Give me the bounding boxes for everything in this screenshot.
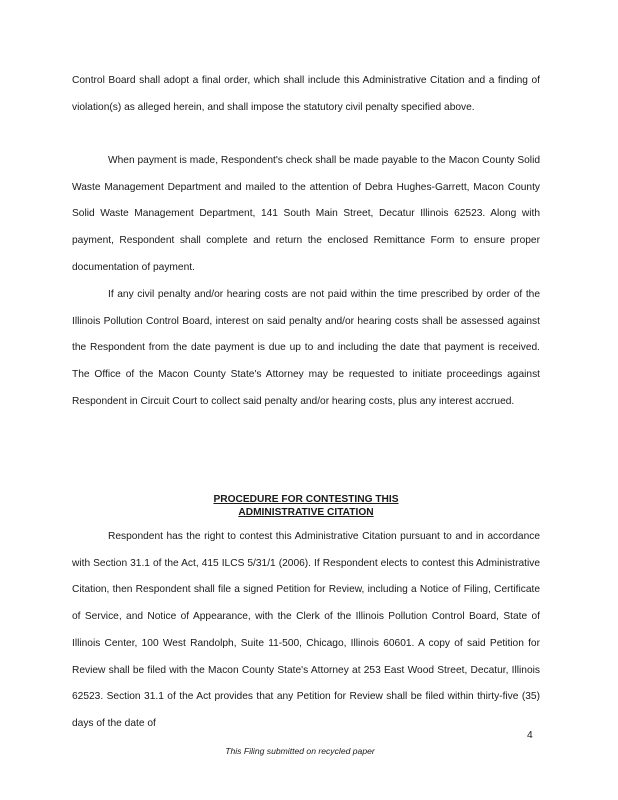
paragraph-right-to-contest: Respondent has the right to contest this Administrative Citation pursuant to and in accordance with Section 31.1 of the Act, 415 ILCS 5/31/1 (2006). If Respondent elects to contest this Administrative Citation, then Respondent shall file a signed Petition for Review, including a Notice of Filing, Certificate of Service, and Notice of Appearance, with the Clerk of the Illinois Pollution Control Board, State of Illinois Center, 100 West Randolph, Suite 11-500, Chicago, Illinois 60601. A copy of said Petition for Review shall be filed with the Macon County State's Attorney at 253 East Wood Street, Decatur, Illinois 62523. Section 31.1 of the Act provides that any Petition for Review shall be filed within thirty-five (35) days of the date of	[72, 531, 540, 729]
paragraph-unpaid-penalty: If any civil penalty and/or hearing costs are not paid within the time prescribed by order of the Illinois Pollution Control Board, interest on said penalty and/or hearing costs shall be assessed against the Respondent from the date payment is due up to and including the date that payment is received. The Office of the Macon County State's Attorney may be requested to initiate proceedings against Respondent in Circuit Court to collect said penalty and/or hearing costs, plus any interest accrued.	[72, 289, 540, 407]
paragraph-final-order: Control Board shall adopt a final order, which shall include this Administrative Citation and a finding of violation(s) as alleged herein, and shall impose the statutory civil penalty specified above.	[72, 75, 540, 113]
page-number: 4	[527, 730, 533, 741]
section-heading-line-2: ADMINISTRATIVE CITATION	[238, 506, 374, 518]
section-heading-contesting	[72, 494, 540, 519]
paragraph-payment-instructions: When payment is made, Respondent's check shall be made payable to the Macon County Solid Waste Management Department and mailed to the attention of Debra Hughes-Garrett, Macon County Solid Waste Management Department, 141 South Main Street, Decatur Illinois 62523. Along with payment, Respondent shall complete and return the enclosed Remittance Form to ensure proper documentation of payment.	[72, 155, 540, 273]
section-heading-line-1: PROCEDURE FOR CONTESTING THIS	[213, 494, 399, 505]
footer-recycled-paper-note: This Filing submitted on recycled paper	[225, 746, 375, 756]
